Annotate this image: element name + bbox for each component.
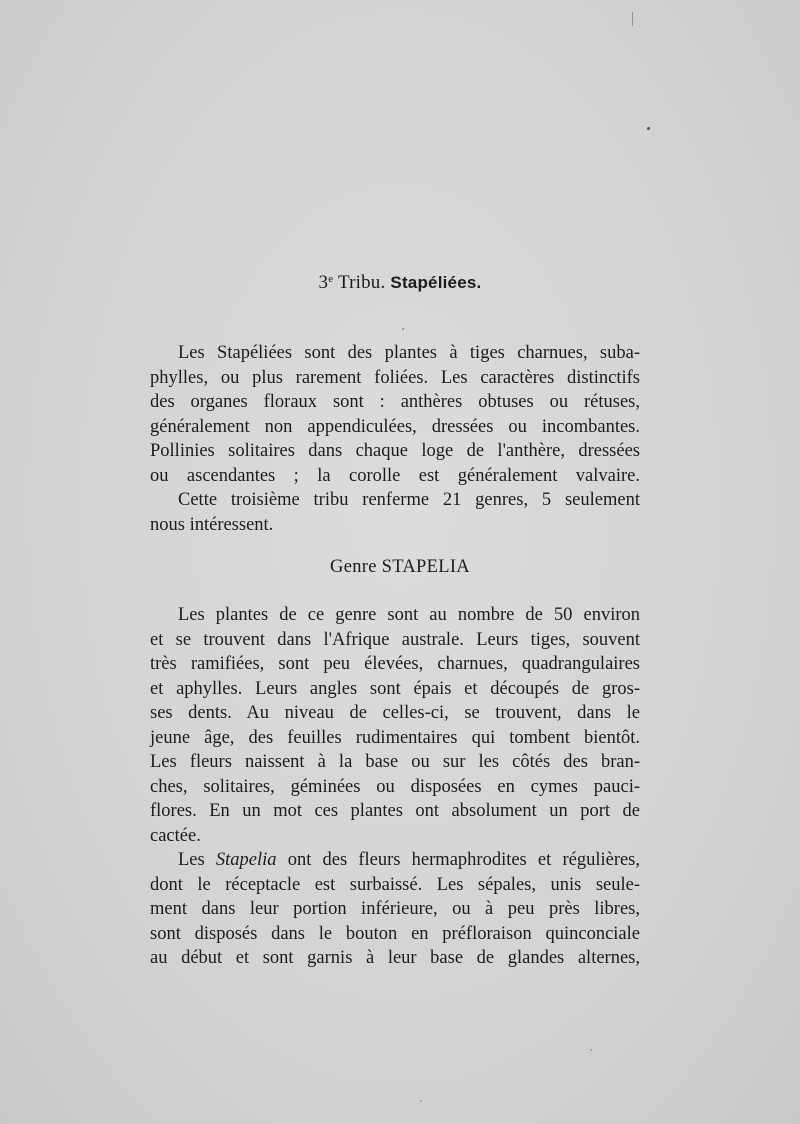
text-fragment: ont des fleurs hermaphrodites et régulières, — [287, 850, 641, 870]
text-line: Les Stapéliées sont des plantes à tiges charnues, suba- — [178, 343, 640, 363]
text-line: et aphylles. Leurs angles sont épais et découpés de gros- — [150, 678, 640, 699]
tribe-description — [150, 341, 640, 537]
paper-speck — [647, 127, 650, 130]
text-line: nous intéressent. — [150, 514, 274, 535]
tribe-ordinal-suffix: e — [328, 273, 334, 285]
text-line: généralement non appendiculées, dressées ou incombantes. — [150, 416, 640, 437]
text-line: Cette troisième tribu renferme 21 genres, 5 seulement — [178, 490, 640, 510]
paper-speck — [632, 12, 633, 26]
text-line: phylles, ou plus rarement foliées. Les caractères distinctifs — [150, 367, 640, 388]
text-line: Les plantes de ce genre sont au nombre de 50 environ — [178, 605, 640, 625]
text-fragment: Les — [178, 850, 205, 870]
tribe-heading — [0, 272, 800, 294]
text-line: ches, solitaires, géminées ou disposées en cymes pauci- — [150, 776, 640, 797]
text-line: cactée. — [150, 825, 201, 846]
tribe-name: Stapéliées. — [390, 273, 482, 292]
paper-speck — [590, 1049, 592, 1051]
paper-speck — [402, 328, 404, 330]
text-line: jeune âge, des feuilles rudimentaires qui tombent bientôt. — [150, 727, 640, 748]
text-line: sont disposés dans le bouton en préfloraison quinconciale — [150, 923, 640, 944]
tribe-ordinal-number: 3 — [318, 272, 329, 293]
text-line: des organes floraux sont : anthères obtuses ou rétuses, — [150, 392, 640, 412]
text-line: ment dans leur portion inférieure, ou à peu près libres, — [150, 899, 640, 919]
paper-speck — [420, 1100, 422, 1102]
text-line: très ramifiées, sont peu élevées, charnues, quadrangulaires — [150, 654, 640, 674]
text-line: ou ascendantes ; la corolle est généralement valvaire. — [150, 465, 640, 486]
text-line: ses dents. Au niveau de celles-ci, se trouvent, dans le — [150, 703, 640, 723]
text-line: au début et sont garnis à leur base de glandes alternes, — [150, 948, 640, 968]
genus-description — [150, 603, 640, 971]
genus-name-italic: Stapelia — [215, 850, 277, 870]
text-line: et se trouvent dans l'Afrique australe. Leurs tiges, souvent — [150, 629, 640, 650]
text-line: dont le réceptacle est surbaissé. Les sépales, unis seule- — [150, 874, 640, 895]
text-line: Les fleurs naissent à la base ou sur les côtés des bran- — [150, 752, 640, 772]
text-line: flores. En un mot ces plantes ont absolument un port de — [150, 801, 640, 821]
text-line: Pollinies solitaires dans chaque loge de l'anthère, dressées — [150, 441, 640, 461]
tribe-word: Tribu. — [337, 272, 386, 293]
genus-heading: Genre STAPELIA — [330, 557, 470, 577]
text-line — [150, 848, 640, 873]
